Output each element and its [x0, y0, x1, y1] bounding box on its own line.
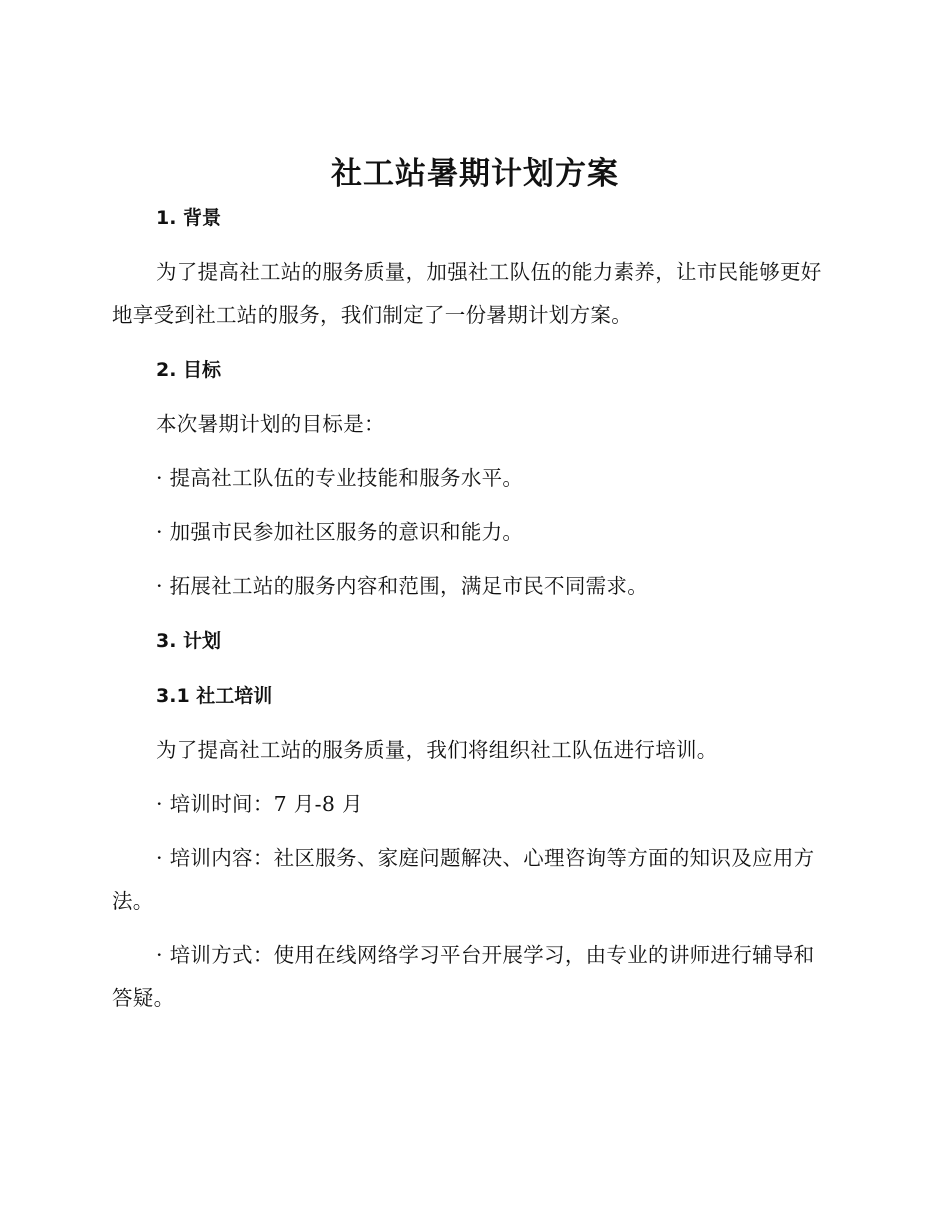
document-title: 社工站暑期计划方案	[331, 156, 619, 192]
training-item: · 培训方式：使用在线网络学习平台开展学习，由专业的讲师进行辅导和答疑。	[112, 943, 815, 1010]
subsection-heading-training: 3.1 社工培训	[156, 685, 273, 707]
document-body	[112, 196, 830, 1031]
training-intro: 为了提高社工站的服务质量，我们将组织社工队伍进行培训。	[156, 738, 718, 762]
section-heading-plan: 3. 计划	[156, 630, 222, 652]
section-heading-goals: 2. 目标	[156, 359, 222, 381]
goal-item: · 拓展社工站的服务内容和范围，满足市民不同需求。	[156, 574, 649, 598]
goals-intro: 本次暑期计划的目标是：	[156, 412, 385, 436]
training-item: · 培训内容：社区服务、家庭问题解决、心理咨询等方面的知识及应用方法。	[112, 846, 815, 913]
goal-item: · 提高社工队伍的专业技能和服务水平。	[156, 466, 524, 490]
background-paragraph: 为了提高社工站的服务质量，加强社工队伍的能力素养，让市民能够更好地享受到社工站的服务，我们制定了一份暑期计划方案。	[112, 260, 822, 327]
training-item: · 培训时间：7 月-8 月	[156, 792, 363, 816]
goal-item: · 加强市民参加社区服务的意识和能力。	[156, 520, 524, 544]
section-heading-background: 1. 背景	[156, 207, 222, 229]
